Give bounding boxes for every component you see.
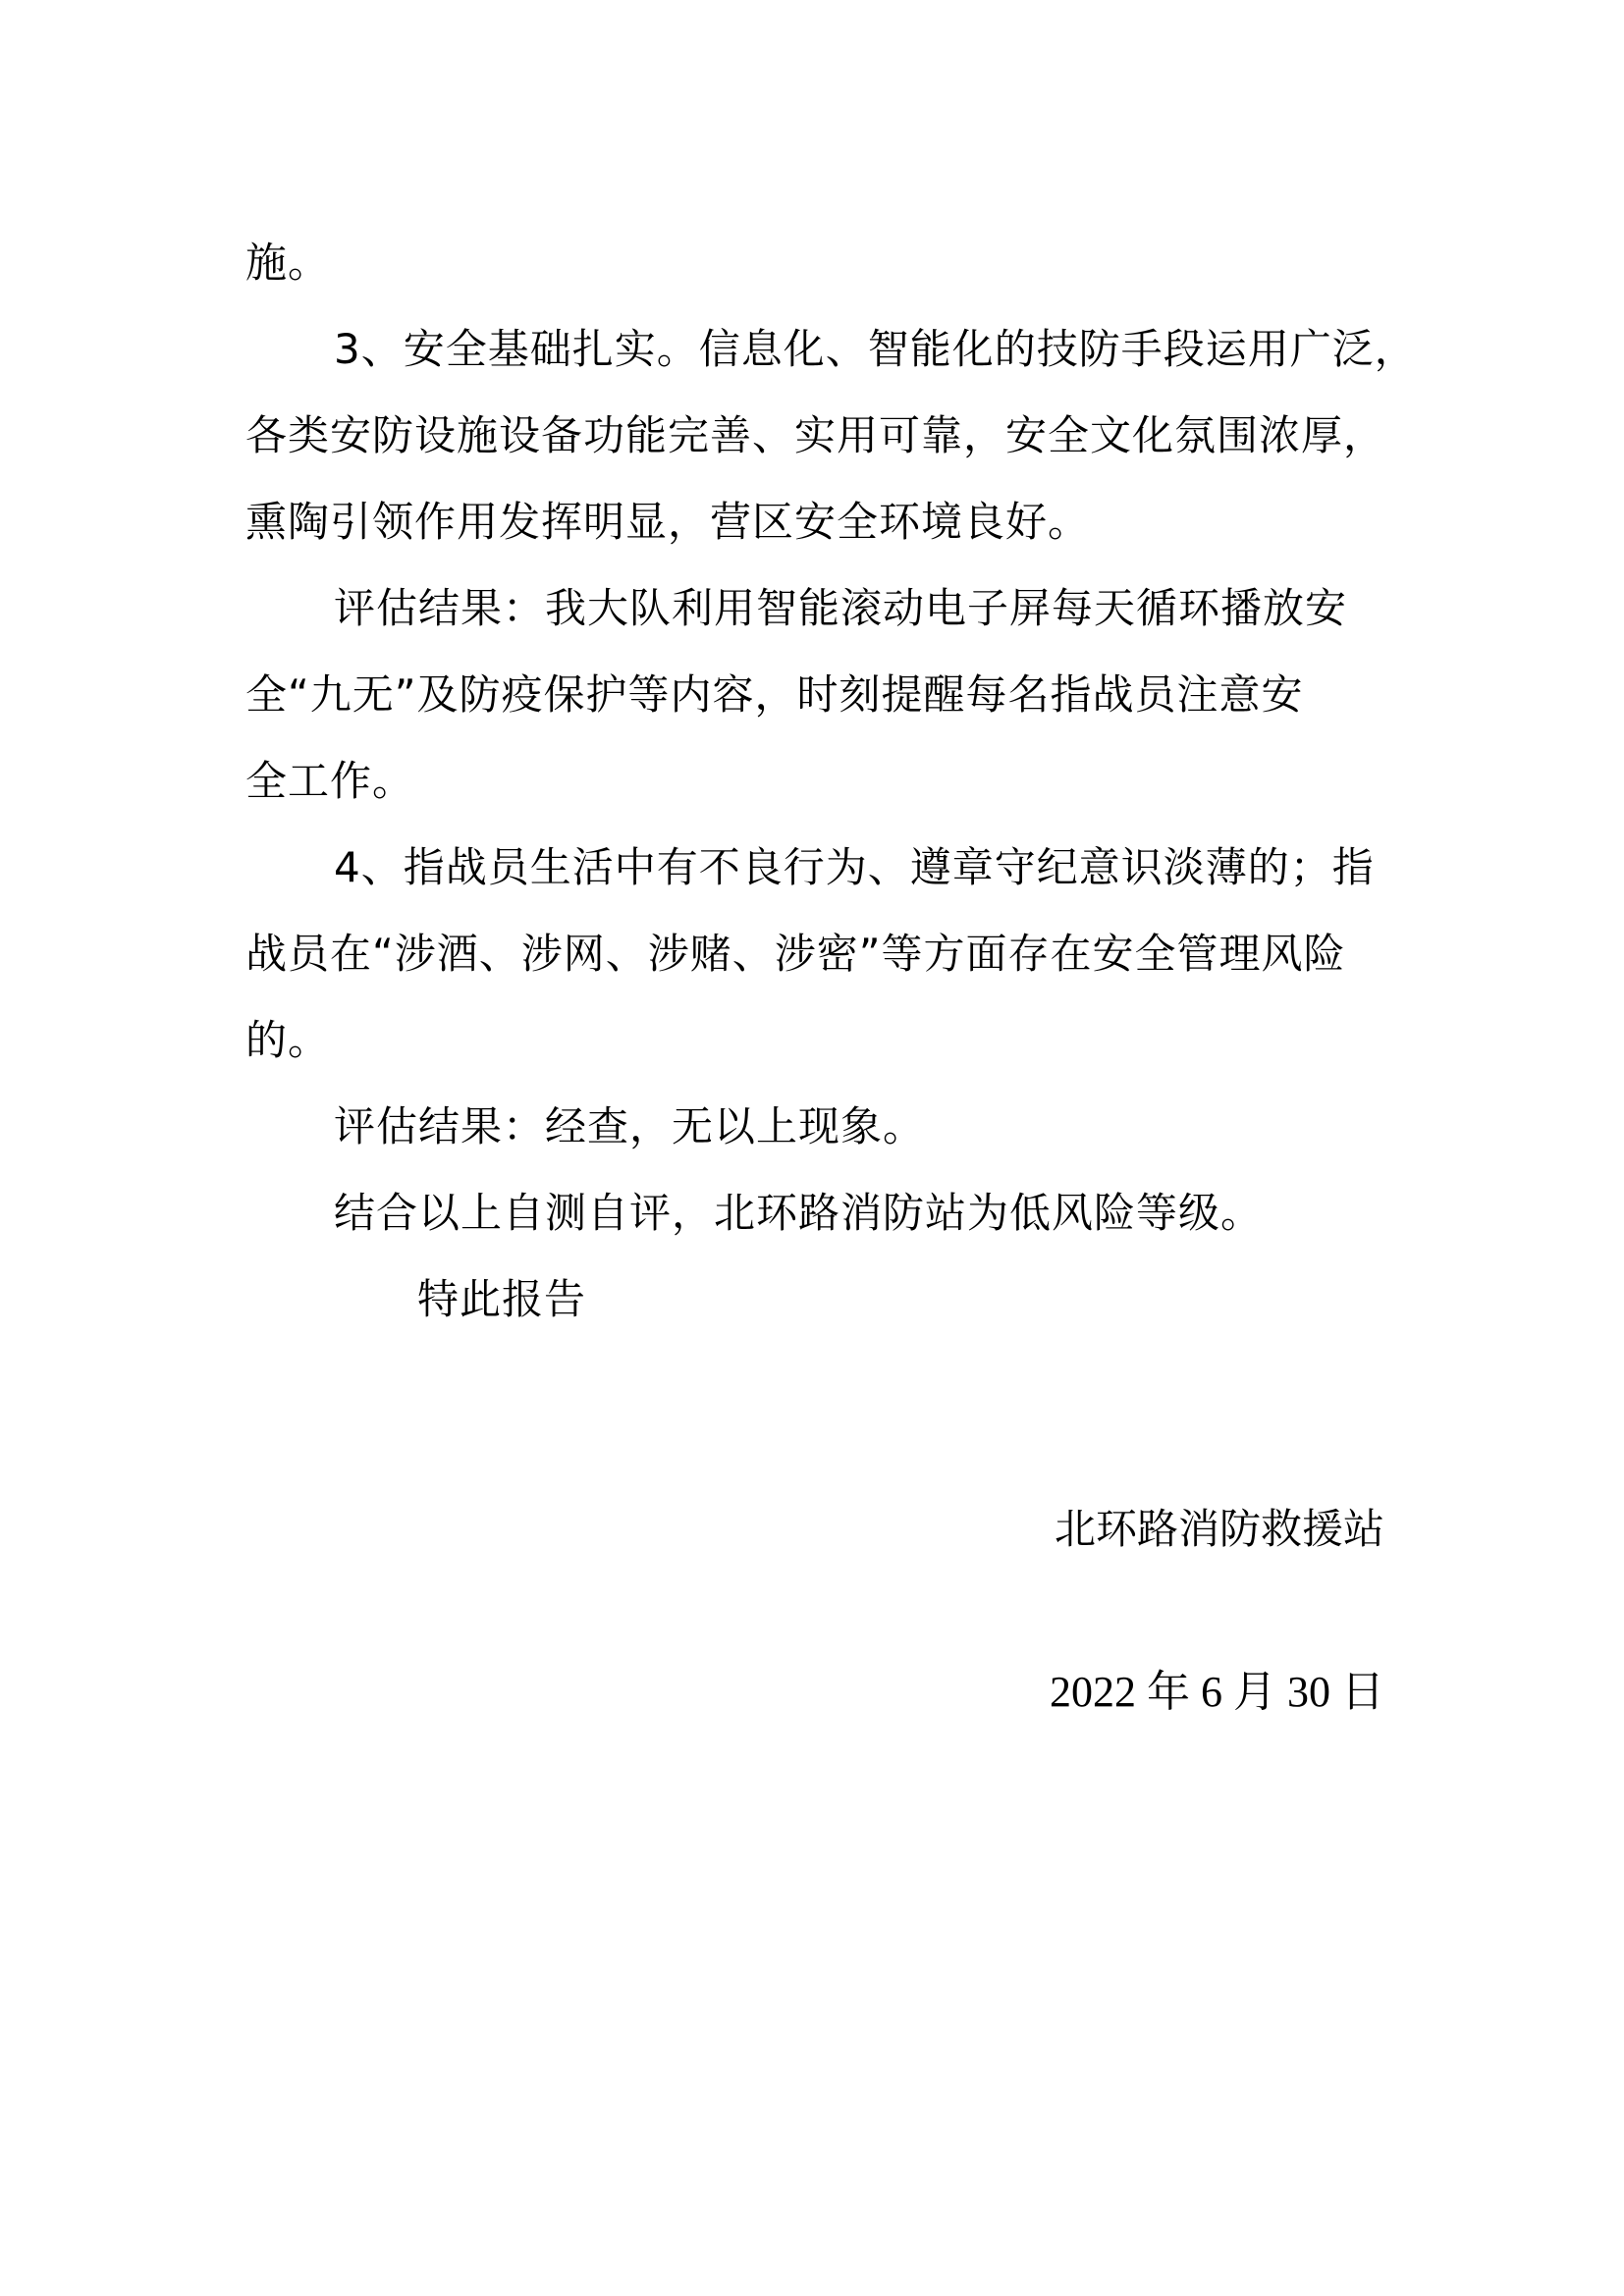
signature-date: 2022 年 6 月 30 日	[1050, 1668, 1384, 1716]
signature-organization: 北环路消防救援站	[1054, 1505, 1384, 1553]
text-line: 4、指战员生活中有不良行为、遵章守纪意识淡薄的；指	[334, 843, 1375, 891]
text-line: 各类安防设施设备功能完善、实用可靠，安全文化氛围浓厚，	[245, 411, 1386, 459]
document-body	[245, 220, 1417, 1343]
text-line: 战员在“涉酒、涉网、涉赌、涉密”等方面存在安全管理风险	[245, 930, 1346, 978]
text-line: 施。	[245, 239, 331, 287]
text-line: 的。	[245, 1016, 331, 1064]
text-line: 3、安全基础扎实。信息化、智能化的技防手段运用广泛，	[334, 325, 1417, 373]
text-line: 结合以上自测自评，北环路消防站为低风险等级。	[334, 1189, 1264, 1237]
closing-remark: 特此报告	[417, 1275, 587, 1323]
text-line: 熏陶引领作用发挥明显，营区安全环境良好。	[245, 498, 1091, 546]
text-line: 全工作。	[245, 757, 415, 805]
text-line: 评估结果：我大队利用智能滚动电子屏每天循环播放安	[334, 584, 1348, 632]
text-line: 全“九无”及防疫保护等内容，时刻提醒每名指战员注意安	[245, 670, 1304, 719]
text-line: 评估结果：经查，无以上现象。	[334, 1102, 926, 1150]
